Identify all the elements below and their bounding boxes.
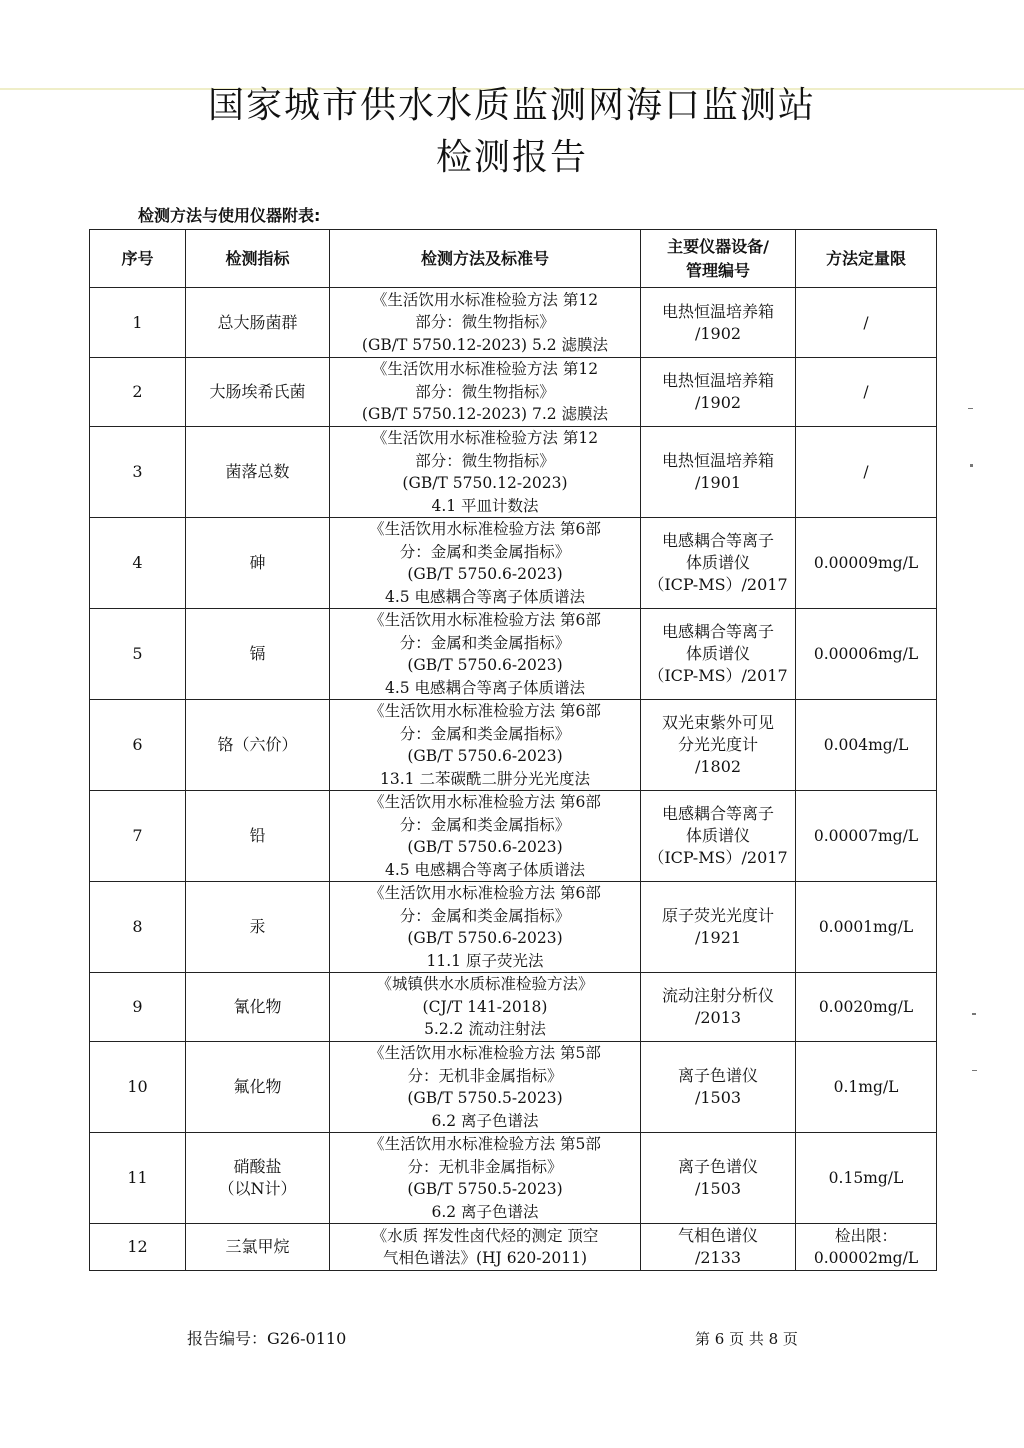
row-instrument: 原子荧光光度计 /1921 (641, 882, 796, 973)
report-subtitle: 检测报告 (435, 137, 588, 178)
row-method: 《生活饮用水标准检验方法 第12 部分：微生物指标》 (GB/T 5750.12-2023) 4.1 平皿计数法 (330, 427, 641, 518)
row-number: 3 (90, 427, 186, 518)
scan-speck (968, 408, 973, 409)
row-indicator: 总大肠菌群 (186, 288, 330, 358)
header-method: 检测方法及标准号 (330, 230, 641, 288)
row-indicator: 三氯甲烷 (186, 1224, 330, 1271)
row-method: 《生活饮用水标准检验方法 第6部 分：金属和类金属指标》 (GB/T 5750.6-2023) 4.5 电感耦合等离子体质谱法 (330, 791, 641, 882)
row-indicator: 砷 (186, 518, 330, 609)
row-number: 12 (90, 1224, 186, 1271)
row-limit: 0.00009mg/L (796, 518, 937, 609)
table-row (90, 1133, 937, 1224)
table-row (90, 700, 937, 791)
row-method: 《生活饮用水标准检验方法 第6部 分：金属和类金属指标》 (GB/T 5750.6-2023) 13.1 二苯碳酰二肼分光光度法 (330, 700, 641, 791)
row-number: 2 (90, 358, 186, 427)
row-instrument: 电感耦合等离子 体质谱仪 （ICP-MS）/2017 (641, 518, 796, 609)
row-limit: / (796, 288, 937, 358)
row-limit: / (796, 427, 937, 518)
page-number: 第 6 页 共 8 页 (695, 1330, 798, 1348)
row-limit: 0.15mg/L (796, 1133, 937, 1224)
table-row (90, 973, 937, 1042)
row-limit: / (796, 358, 937, 427)
row-indicator: 硝酸盐 （以N计） (186, 1133, 330, 1224)
row-instrument: 电热恒温培养箱 /1901 (641, 427, 796, 518)
table-header-row (90, 230, 937, 288)
table-row (90, 609, 937, 700)
row-indicator: 氟化物 (186, 1042, 330, 1133)
row-instrument: 电热恒温培养箱 /1902 (641, 288, 796, 358)
row-method: 《生活饮用水标准检验方法 第6部 分：金属和类金属指标》 (GB/T 5750.6-2023) 4.5 电感耦合等离子体质谱法 (330, 518, 641, 609)
header-instrument: 主要仪器设备/ 管理编号 (641, 230, 796, 288)
table-row (90, 358, 937, 427)
row-number: 5 (90, 609, 186, 700)
row-method: 《水质 挥发性卤代烃的测定 顶空 气相色谱法》(HJ 620-2011) (330, 1224, 641, 1271)
report-title: 国家城市供水水质监测网海口监测站 (207, 85, 816, 126)
row-limit: 0.0020mg/L (796, 973, 937, 1042)
row-limit: 检出限： 0.00002mg/L (796, 1224, 937, 1271)
row-number: 11 (90, 1133, 186, 1224)
row-method: 《生活饮用水标准检验方法 第6部 分：金属和类金属指标》 (GB/T 5750.6-2023) 4.5 电感耦合等离子体质谱法 (330, 609, 641, 700)
row-limit: 0.00007mg/L (796, 791, 937, 882)
row-indicator: 大肠埃希氏菌 (186, 358, 330, 427)
row-instrument: 气相色谱仪 /2133 (641, 1224, 796, 1271)
row-method: 《生活饮用水标准检验方法 第5部 分：无机非金属指标》 (GB/T 5750.5-2023) 6.2 离子色谱法 (330, 1133, 641, 1224)
row-number: 7 (90, 791, 186, 882)
header-limit: 方法定量限 (796, 230, 937, 288)
table-row (90, 791, 937, 882)
row-instrument: 电热恒温培养箱 /1902 (641, 358, 796, 427)
row-instrument: 电感耦合等离子 体质谱仪 （ICP-MS）/2017 (641, 609, 796, 700)
row-method: 《城镇供水水质标准检验方法》 (CJ/T 141-2018) 5.2.2 流动注射法 (330, 973, 641, 1042)
row-instrument: 流动注射分析仪 /2013 (641, 973, 796, 1042)
table-row (90, 288, 937, 358)
row-method: 《生活饮用水标准检验方法 第6部 分：金属和类金属指标》 (GB/T 5750.6-2023) 11.1 原子荧光法 (330, 882, 641, 973)
table-body (90, 288, 937, 1271)
row-method: 《生活饮用水标准检验方法 第12 部分：微生物指标》 (GB/T 5750.12-2023) 5.2 滤膜法 (330, 288, 641, 358)
row-limit: 0.1mg/L (796, 1042, 937, 1133)
row-indicator: 氰化物 (186, 973, 330, 1042)
table-row (90, 1042, 937, 1133)
row-number: 9 (90, 973, 186, 1042)
row-number: 6 (90, 700, 186, 791)
row-indicator: 铅 (186, 791, 330, 882)
row-instrument: 双光束紫外可见 分光光度计 /1802 (641, 700, 796, 791)
row-limit: 0.0001mg/L (796, 882, 937, 973)
header-no: 序号 (90, 230, 186, 288)
row-indicator: 镉 (186, 609, 330, 700)
scan-speck (970, 464, 973, 467)
table-row (90, 427, 937, 518)
row-instrument: 离子色谱仪 /1503 (641, 1042, 796, 1133)
table-row (90, 1224, 937, 1271)
scan-speck (972, 1013, 976, 1015)
row-number: 8 (90, 882, 186, 973)
row-method: 《生活饮用水标准检验方法 第5部 分：无机非金属指标》 (GB/T 5750.5-2023) 6.2 离子色谱法 (330, 1042, 641, 1133)
row-limit: 0.00006mg/L (796, 609, 937, 700)
row-method: 《生活饮用水标准检验方法 第12 部分：微生物指标》 (GB/T 5750.12-2023) 7.2 滤膜法 (330, 358, 641, 427)
row-instrument: 离子色谱仪 /1503 (641, 1133, 796, 1224)
row-number: 1 (90, 288, 186, 358)
table-row (90, 518, 937, 609)
report-number: 报告编号：G26-0110 (187, 1329, 347, 1348)
row-indicator: 铬（六价） (186, 700, 330, 791)
row-number: 10 (90, 1042, 186, 1133)
header-item: 检测指标 (186, 230, 330, 288)
row-indicator: 菌落总数 (186, 427, 330, 518)
row-number: 4 (90, 518, 186, 609)
row-indicator: 汞 (186, 882, 330, 973)
scan-speck (972, 1070, 977, 1071)
methods-table (89, 229, 937, 1271)
row-instrument: 电感耦合等离子 体质谱仪 （ICP-MS）/2017 (641, 791, 796, 882)
row-limit: 0.004mg/L (796, 700, 937, 791)
table-row (90, 882, 937, 973)
table-caption: 检测方法与使用仪器附表: (138, 206, 321, 225)
